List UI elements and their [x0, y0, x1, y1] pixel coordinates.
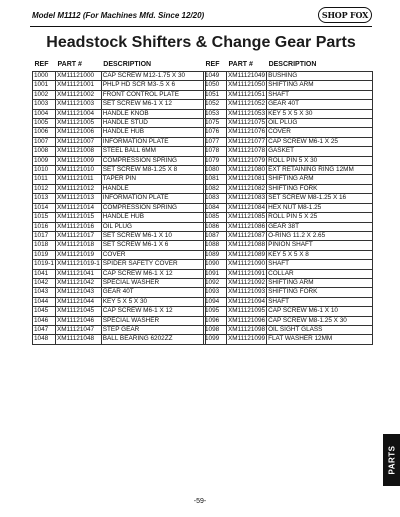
- table-row: [204, 166, 373, 175]
- table-row: [204, 213, 373, 222]
- description-cell: HANDLE HUB: [101, 128, 205, 137]
- ref-cell: 1099: [204, 335, 227, 344]
- description-cell: SPECIAL WASHER: [101, 316, 205, 325]
- description-cell: INFORMATION PLATE: [101, 194, 205, 203]
- table-row: [204, 203, 373, 212]
- description-cell: COMPRESSION SPRING: [101, 156, 205, 165]
- description-header: DESCRIPTION: [103, 61, 152, 69]
- ref-cell: 1075: [204, 119, 227, 128]
- shop-fox-logo: SHOP FOX: [318, 7, 372, 23]
- ref-cell: 1090: [204, 260, 227, 269]
- ref-cell: 1046: [33, 316, 56, 325]
- table-row: [33, 278, 206, 287]
- table-row: [33, 325, 206, 334]
- part-number-cell: XM11121014: [56, 203, 102, 212]
- table-row: [33, 222, 206, 231]
- part-number-cell: XM11121087: [228, 231, 266, 239]
- ref-cell: 1083: [204, 194, 227, 203]
- table-row: [33, 241, 206, 250]
- part-number-cell: XM11121046: [56, 316, 102, 325]
- description-cell: GEAR 40T: [267, 100, 373, 109]
- ref-cell: 1085: [204, 213, 227, 222]
- table-row: [33, 147, 206, 156]
- ref-cell: 1049: [204, 72, 227, 81]
- ref-cell: 1051: [204, 90, 227, 99]
- table-row: [33, 119, 206, 128]
- description-cell: STEEL BALL 6MM: [101, 147, 205, 156]
- table-row: [204, 231, 373, 240]
- description-cell: COMPRESSION SPRING: [101, 203, 205, 212]
- part-number-cell: XM11121010: [56, 166, 102, 175]
- part-number-cell: XM11121098: [228, 325, 266, 333]
- ref-cell: 1081: [204, 175, 227, 184]
- ref-cell: 1019: [33, 250, 56, 259]
- part-number-cell: XM11121011: [56, 175, 102, 184]
- part-number-cell: XM11121099: [228, 335, 266, 343]
- part-number-cell: XM11121086: [228, 222, 266, 230]
- table-row: [33, 316, 206, 325]
- part-number-cell: XM11121093: [228, 288, 266, 296]
- description-cell: GEAR 38T: [267, 222, 373, 231]
- part-number-cell: XM11121000: [56, 72, 102, 81]
- description-cell: GEAR 40T: [101, 288, 205, 297]
- part-number-cell: XM11121042: [56, 278, 102, 287]
- part-number-cell: XM11121047: [56, 325, 102, 334]
- description-cell: HANDLE HUB: [101, 213, 205, 222]
- table-row: [204, 137, 373, 146]
- parts-side-tab: [383, 434, 400, 486]
- part-number-cell: XM11121045: [56, 307, 102, 316]
- description-cell: SET SCREW M6-1 X 12: [101, 100, 205, 109]
- table-row: [204, 128, 373, 137]
- table-row: [204, 307, 373, 316]
- ref-cell: 1013: [33, 194, 56, 203]
- ref-cell: 1052: [204, 100, 227, 109]
- description-cell: CAP SCREW M6-1 X 12: [101, 269, 205, 278]
- table-row: [204, 241, 373, 250]
- description-cell: SHAFT: [267, 90, 373, 99]
- part-number-cell: XM11121001: [56, 81, 102, 90]
- table-row: [33, 175, 206, 184]
- part-number-cell: XM11121096: [228, 316, 266, 324]
- table-row: [33, 231, 206, 240]
- description-cell: SHIFTING ARM: [267, 278, 373, 287]
- table-row: [33, 81, 206, 90]
- part-number-cell: XM11121007: [56, 137, 102, 146]
- ref-cell: 1045: [33, 307, 56, 316]
- description-cell: CAP SCREW M6-1 X 10: [267, 307, 373, 316]
- description-cell: KEY 5 X 5 X 8: [267, 250, 373, 259]
- page-header: [30, 10, 372, 24]
- ref-cell: 1009: [33, 156, 56, 165]
- parts-table-right: [203, 61, 373, 345]
- ref-header: REF: [34, 61, 49, 69]
- part-number-cell: XM11121019: [56, 250, 102, 259]
- part-number-cell: XM11121004: [56, 109, 102, 118]
- table-row: [204, 194, 373, 203]
- part-number-cell: XM11121089: [228, 250, 266, 258]
- table-row: [33, 128, 206, 137]
- description-cell: ROLL PIN 5 X 25: [267, 213, 373, 222]
- ref-header: REF: [205, 61, 220, 69]
- description-cell: SHAFT: [267, 297, 373, 306]
- description-header: DESCRIPTION: [268, 61, 317, 69]
- page-number: -59-: [193, 498, 207, 505]
- description-cell: STEP GEAR: [101, 325, 205, 334]
- part-number-cell: XM11121050: [228, 81, 266, 89]
- part-number-cell: XM11121049: [228, 72, 266, 79]
- part-number-cell: XM11121081: [228, 175, 266, 183]
- part-number-cell: XM11121048: [56, 335, 102, 344]
- parts-table-left: [32, 61, 206, 345]
- table-row: [204, 81, 373, 90]
- table-row: [204, 72, 373, 81]
- ref-cell: 1006: [33, 128, 56, 137]
- table-row: [33, 260, 206, 269]
- ref-cell: 1098: [204, 325, 227, 334]
- description-cell: HANDLE STUD: [101, 119, 205, 128]
- ref-cell: 1050: [204, 81, 227, 90]
- description-cell: HEX NUT M8-1.25: [267, 203, 373, 212]
- header-rule: [30, 26, 372, 27]
- description-cell: PINION SHAFT: [267, 241, 373, 250]
- part-number-cell: XM11121079: [228, 156, 266, 164]
- table-row: [33, 156, 206, 165]
- model-line: Model M1112 (For Machines Mfd. Since 12/20): [32, 11, 205, 20]
- table-header-row: [204, 61, 373, 72]
- part-number-cell: XM11121085: [228, 213, 266, 221]
- part-number-cell: XM11121018: [56, 241, 102, 250]
- part-header: PART #: [228, 61, 253, 69]
- ref-cell: 1015: [33, 213, 56, 222]
- table-row: [33, 335, 206, 344]
- table-row: [204, 260, 373, 269]
- table-row: [33, 72, 206, 81]
- table-row: [33, 213, 206, 222]
- table-row: [204, 90, 373, 99]
- ref-cell: 1043: [33, 288, 56, 297]
- description-cell: SHIFTING ARM: [267, 175, 373, 184]
- ref-cell: 1042: [33, 278, 56, 287]
- description-cell: CAP SCREW M6-1 X 25: [267, 137, 373, 146]
- table-row: [33, 100, 206, 109]
- description-cell: EXT RETAINING RING 12MM: [267, 166, 373, 175]
- table-row: [204, 184, 373, 193]
- ref-cell: 1076: [204, 128, 227, 137]
- table-row: [204, 175, 373, 184]
- ref-cell: 1041: [33, 269, 56, 278]
- ref-cell: 1003: [33, 100, 56, 109]
- table-row: [204, 100, 373, 109]
- ref-cell: 1096: [204, 316, 227, 325]
- ref-cell: 1007: [33, 137, 56, 146]
- description-cell: CAP SCREW M6-1 X 12: [101, 307, 205, 316]
- description-cell: INFORMATION PLATE: [101, 137, 205, 146]
- description-cell: SET SCREW M6-1 X 10: [101, 231, 205, 240]
- part-number-cell: XM11121076: [228, 128, 266, 136]
- part-number-cell: XM11121006: [56, 128, 102, 137]
- description-cell: SPECIAL WASHER: [101, 278, 205, 287]
- parts-list-right: [204, 72, 373, 345]
- description-cell: FLAT WASHER 12MM: [267, 335, 373, 344]
- description-cell: COVER: [267, 128, 373, 137]
- ref-cell: 1078: [204, 147, 227, 156]
- table-row: [33, 297, 206, 306]
- ref-cell: 1016: [33, 222, 56, 231]
- table-row: [204, 316, 373, 325]
- part-number-cell: XM11121041: [56, 269, 102, 278]
- ref-cell: 1086: [204, 222, 227, 231]
- ref-cell: 1005: [33, 119, 56, 128]
- table-row: [204, 288, 373, 297]
- side-tab-label: PARTS: [387, 445, 396, 475]
- ref-cell: 1089: [204, 250, 227, 259]
- table-header-row: [33, 61, 206, 72]
- part-number-cell: XM11121009: [56, 156, 102, 165]
- ref-cell: 1091: [204, 269, 227, 278]
- table-row: [33, 184, 206, 193]
- ref-cell: 1017: [33, 231, 56, 240]
- description-cell: ROLL PIN 5 X 30: [267, 156, 373, 165]
- ref-cell: 1000: [33, 72, 56, 81]
- part-number-cell: XM11121053: [228, 109, 266, 117]
- description-cell: SHAFT: [267, 260, 373, 269]
- ref-cell: 1095: [204, 307, 227, 316]
- ref-cell: 1014: [33, 203, 56, 212]
- part-number-cell: XM11121080: [228, 166, 266, 174]
- description-cell: SET SCREW M8-1.25 X 16: [267, 194, 373, 203]
- ref-cell: 1088: [204, 241, 227, 250]
- part-number-cell: XM11121094: [228, 297, 266, 305]
- part-number-cell: XM11121044: [56, 297, 102, 306]
- table-row: [204, 325, 373, 334]
- description-cell: BALL BEARING 6202ZZ: [101, 335, 205, 344]
- part-number-cell: XM11121077: [228, 137, 266, 145]
- description-cell: KEY 5 X 5 X 30: [267, 109, 373, 118]
- part-number-cell: XM11121095: [228, 307, 266, 315]
- part-number-cell: XM11121017: [56, 231, 102, 240]
- description-cell: HANDLE: [101, 184, 205, 193]
- description-cell: CAP SCREW M8-1.25 X 30: [267, 316, 373, 325]
- ref-cell: 1002: [33, 90, 56, 99]
- table-row: [33, 288, 206, 297]
- part-header: PART #: [57, 61, 82, 69]
- table-row: [204, 250, 373, 259]
- ref-cell: 1010: [33, 166, 56, 175]
- part-number-cell: XM11121003: [56, 100, 102, 109]
- page-title: Headstock Shifters & Change Gear Parts: [46, 34, 356, 51]
- description-cell: COLLAR: [267, 269, 373, 278]
- table-row: [204, 147, 373, 156]
- part-number-cell: XM11121002: [56, 90, 102, 99]
- part-number-cell: XM11121043: [56, 288, 102, 297]
- description-cell: SHIFTING FORK: [267, 184, 373, 193]
- table-row: [204, 222, 373, 231]
- description-cell: BUSHING: [267, 72, 373, 81]
- description-cell: KEY 5 X 5 X 30: [101, 297, 205, 306]
- description-cell: PHLP HD SCR M3-.5 X 6: [101, 81, 205, 90]
- table-row: [204, 109, 373, 118]
- description-cell: GASKET: [267, 147, 373, 156]
- ref-cell: 1079: [204, 156, 227, 165]
- part-number-cell: XM11121078: [228, 147, 266, 155]
- description-cell: SET SCREW M6-1 X 6: [101, 241, 205, 250]
- part-number-cell: XM11121084: [228, 203, 266, 211]
- description-cell: OIL PLUG: [267, 119, 373, 128]
- part-number-cell: XM11121091: [228, 269, 266, 277]
- table-row: [33, 109, 206, 118]
- parts-list-left: [33, 72, 206, 345]
- ref-cell: 1093: [204, 288, 227, 297]
- table-row: [204, 156, 373, 165]
- table-row: [33, 269, 206, 278]
- description-cell: TAPER PIN: [101, 175, 205, 184]
- table-row: [33, 194, 206, 203]
- part-number-cell: XM11121015: [56, 213, 102, 222]
- description-cell: COVER: [101, 250, 205, 259]
- ref-cell: 1012: [33, 184, 56, 193]
- table-row: [204, 297, 373, 306]
- description-cell: SHIFTING ARM: [267, 81, 373, 90]
- ref-cell: 1053: [204, 109, 227, 118]
- description-cell: FRONT CONTROL PLATE: [101, 90, 205, 99]
- ref-cell: 1092: [204, 278, 227, 287]
- part-number-cell: XM11121005: [56, 119, 102, 128]
- table-row: [33, 90, 206, 99]
- part-number-cell: XM11121051: [228, 90, 266, 98]
- ref-cell: 1077: [204, 137, 227, 146]
- description-cell: O-RING 11.2 X 2.65: [267, 231, 373, 240]
- part-number-cell: XM11121013: [56, 194, 102, 203]
- part-number-cell: XM11121075: [228, 119, 266, 127]
- ref-cell: 1018: [33, 241, 56, 250]
- ref-cell: 1008: [33, 147, 56, 156]
- part-number-cell: XM11121088: [228, 241, 266, 249]
- table-row: [204, 278, 373, 287]
- description-cell: SHIFTING FORK: [267, 288, 373, 297]
- table-row: [33, 203, 206, 212]
- ref-cell: 1047: [33, 325, 56, 334]
- ref-cell: 1087: [204, 231, 227, 240]
- table-row: [33, 250, 206, 259]
- description-cell: SPIDER SAFETY COVER: [101, 260, 205, 269]
- part-number-cell: XM11121012: [56, 184, 102, 193]
- description-cell: OIL PLUG: [101, 222, 205, 231]
- ref-cell: 1080: [204, 166, 227, 175]
- part-number-cell: XM11121092: [228, 278, 266, 286]
- table-row: [33, 137, 206, 146]
- ref-cell: 1082: [204, 184, 227, 193]
- ref-cell: 1011: [33, 175, 56, 184]
- table-row: [204, 335, 373, 344]
- description-cell: HANDLE KNOB: [101, 109, 205, 118]
- part-number-cell: XM11121008: [56, 147, 102, 156]
- part-number-cell: XM11121016: [56, 222, 102, 231]
- ref-cell: 1044: [33, 297, 56, 306]
- part-number-cell: XM11121090: [228, 260, 266, 268]
- table-row: [204, 119, 373, 128]
- ref-cell: 1001: [33, 81, 56, 90]
- part-number-cell: XM11121019-1: [57, 260, 100, 268]
- description-cell: SET SCREW M8-1.25 X 8: [101, 166, 205, 175]
- ref-cell: 1004: [33, 109, 56, 118]
- description-cell: OIL SIGHT GLASS: [267, 325, 373, 334]
- ref-cell: 1084: [204, 203, 227, 212]
- ref-cell: 1094: [204, 297, 227, 306]
- description-cell: CAP SCREW M12-1.75 X 30: [101, 72, 205, 81]
- ref-cell: 1019-1: [34, 260, 54, 268]
- table-row: [204, 269, 373, 278]
- part-number-cell: XM11121052: [228, 100, 266, 108]
- table-row: [33, 166, 206, 175]
- table-row: [33, 307, 206, 316]
- ref-cell: 1048: [33, 335, 56, 344]
- part-number-cell: XM11121083: [228, 194, 266, 202]
- part-number-cell: XM11121082: [228, 184, 266, 192]
